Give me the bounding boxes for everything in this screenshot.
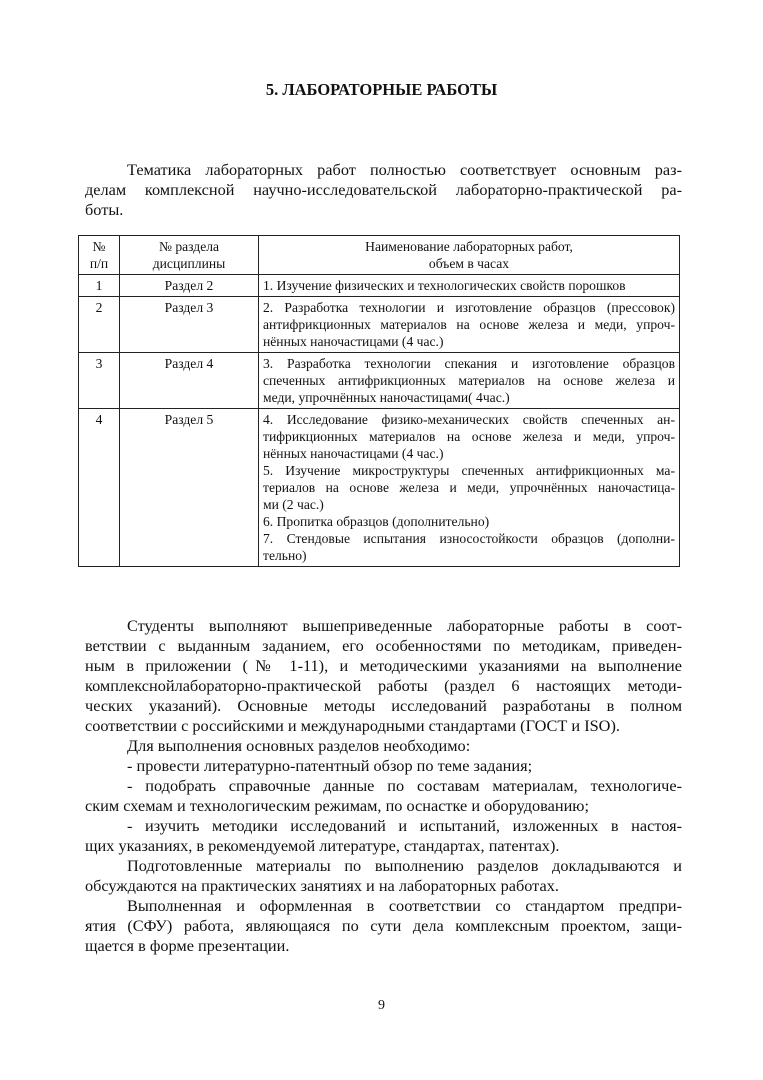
body-line: Подготовленные материалы по выполнению разделов докладываются и: [127, 856, 682, 875]
body-line: ветствии с выданным заданием, его особенностями по методикам, приведен-: [85, 636, 682, 655]
body-line: ным в приложении (№ 1-11), и методическими указаниями на выполнение: [85, 656, 682, 675]
header-number: № п/п: [79, 236, 120, 275]
intro-paragraph: [85, 160, 682, 220]
row-title-line: меди, упрочнённых наночастицами( 4час.): [263, 390, 510, 405]
row-number: 2: [79, 297, 120, 353]
body-line: - подобрать справочные данные по составам материалам, технологиче-: [127, 776, 682, 795]
table-row: [79, 409, 680, 567]
row-title: [259, 409, 680, 567]
body-line: Для выполнения основных разделов необходимо:: [127, 736, 471, 755]
row-title: [259, 275, 680, 297]
row-section: Раздел 5: [120, 409, 259, 567]
body-line: щих указаниях, в рекомендуемой литературе, стандартах, патентах).: [85, 836, 560, 855]
body-line: ским схемам и технологическим режимам, по оснастке и оборудованию;: [85, 796, 589, 815]
body-line: обсуждаются на практических занятиях и на лабораторных работах.: [85, 876, 559, 895]
row-title: [259, 297, 680, 353]
row-title-line: тельно): [263, 548, 307, 563]
body-line: комплекснойлабораторно-практической работы (раздел 6 настоящих методи-: [85, 676, 682, 695]
body-line: - изучить методики исследований и испытаний, изложенных в настоя-: [127, 816, 682, 835]
lab-works-table: [78, 235, 680, 567]
row-number: 3: [79, 353, 120, 409]
row-number: 4: [79, 409, 120, 567]
table-row: [79, 353, 680, 409]
body-text: [85, 616, 682, 956]
row-title-line: ми (2 час.): [263, 497, 324, 512]
row-number: 1: [79, 275, 120, 297]
row-title-line: тифрикционных материалов на основе железа и меди, упроч-: [263, 429, 675, 444]
row-title-line: антифрикционных материалов на основе железа и меди, упроч-: [263, 317, 675, 332]
row-title-line: 3. Разработка технологии спекания и изготовление образцов: [263, 356, 675, 371]
body-line: Студенты выполняют вышеприведенные лабораторные работы в соот-: [127, 616, 682, 635]
intro-line: Тематика лабораторных работ полностью соответствует основным раз-: [127, 160, 682, 179]
row-section: Раздел 2: [120, 275, 259, 297]
intro-line: делам комплексной научно-исследовательской лабораторно-практической ра-: [85, 180, 682, 199]
row-section: Раздел 3: [120, 297, 259, 353]
body-line: соответствии с российскими и международными стандартами (ГОСТ и ISO).: [85, 716, 620, 735]
row-title-line: 4. Исследование физико-механических свойств спеченных ан-: [263, 412, 675, 427]
section-heading: 5. ЛАБОРАТОРНЫЕ РАБОТЫ: [265, 80, 498, 99]
row-title-line: териалов на основе железа и меди, упрочнённых наночастица-: [263, 480, 675, 495]
intro-line: боты.: [85, 200, 124, 219]
row-title-line: нённых наночастицами (4 час.): [263, 334, 444, 349]
table-row: [79, 297, 680, 353]
row-title-line: 7. Стендовые испытания износостойкости образцов (дополни-: [263, 531, 675, 546]
body-line: щается в форме презентации.: [85, 936, 290, 955]
table-row: [79, 275, 680, 297]
row-title-line: 2. Разработка технологии и изготовление образцов (прессовок): [263, 300, 675, 315]
table-header-row: [79, 236, 680, 275]
row-title: [259, 353, 680, 409]
row-title-line: 1. Изучение физических и технологических свойств порошков: [263, 278, 626, 293]
row-section: Раздел 4: [120, 353, 259, 409]
header-section: № раздела дисциплины: [120, 236, 259, 275]
row-title-line: 6. Пропитка образцов (дополнительно): [263, 514, 490, 529]
page-number: 9: [378, 998, 385, 1013]
body-line: ческих указаний). Основные методы исследований разработаны в полном: [85, 696, 682, 715]
row-title-line: нённых наночастицами (4 час.): [263, 446, 444, 461]
body-line: - провести литературно-патентный обзор по теме задания;: [127, 756, 533, 775]
row-title-line: 5. Изучение микроструктуры спеченных антифрикционных ма-: [263, 463, 675, 478]
body-line: Выполненная и оформленная в соответствии со стандартом предпри-: [127, 896, 682, 915]
body-line: ятия (СФУ) работа, являющаяся по сути дела комплексным проектом, защи-: [85, 916, 682, 935]
header-title: Наименование лабораторных работ, объем в часах: [259, 236, 680, 275]
row-title-line: спеченных антифрикционных материалов на основе железа и: [263, 373, 675, 388]
